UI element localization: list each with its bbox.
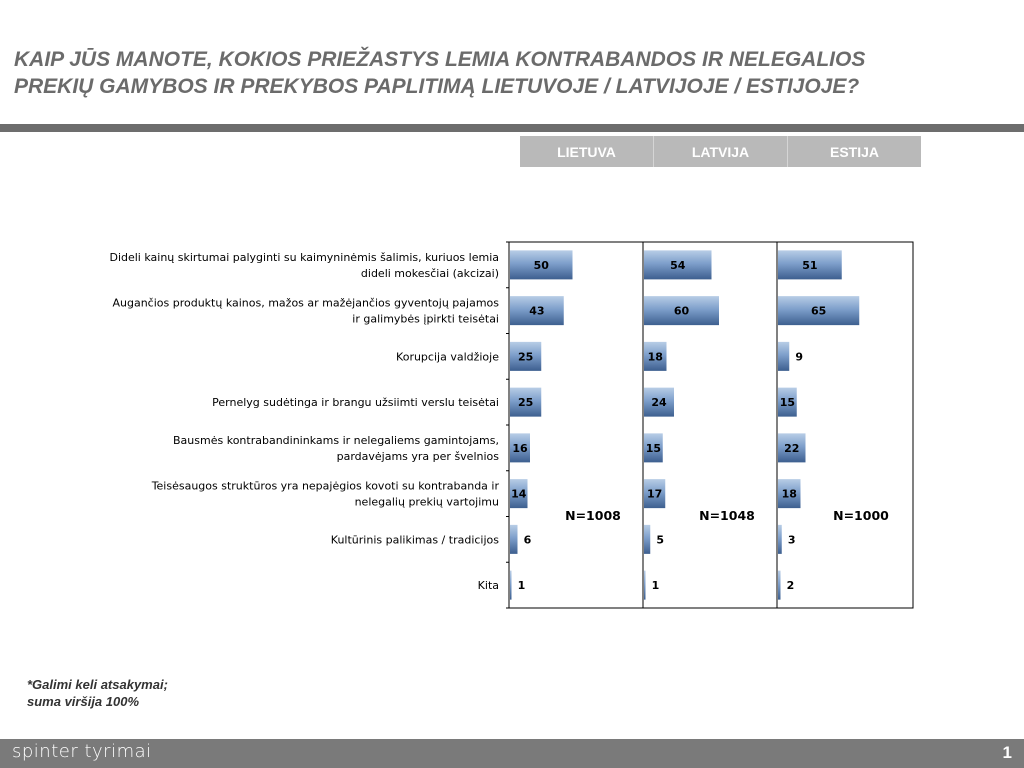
category-label: Dideli kainų skirtumai palyginti su kaimyninėmis šalimis, kuriuos lemia dideli mokesčiai (akcizai) [109, 250, 499, 280]
bar [778, 525, 782, 554]
footnote-line-2: suma viršija 100% [27, 694, 140, 709]
category-label: Bausmės kontrabandininkams ir nelegaliems gamintojams, pardavėjams yra per švelnios [173, 433, 499, 463]
category-label: Teisėsaugos struktūros yra nepajėgios kovoti su kontrabanda ir nelegalių prekių vartojimu [151, 479, 499, 509]
value-label: 50 [533, 258, 549, 272]
value-label: 24 [651, 396, 667, 410]
value-label: 54 [670, 258, 686, 272]
category-label: Kultūrinis palikimas / tradicijos [330, 533, 499, 547]
value-label: 1 [651, 579, 660, 593]
value-label: 3 [787, 533, 796, 547]
bar [778, 571, 781, 600]
value-label: 16 [512, 441, 528, 455]
footnote [27, 676, 168, 710]
page-number: 1 [1002, 743, 1012, 762]
category-label: Korupcija valdžioje [396, 350, 499, 364]
value-label: 60 [673, 304, 690, 318]
value-label: 65 [810, 304, 827, 318]
title-line-2: PREKIŲ GAMYBOS IR PREKYBOS PAPLITIMĄ LIETUVOJE / LATVIJOJE / ESTIJOJE? [14, 75, 860, 98]
value-label: 15 [645, 441, 662, 455]
value-label: 5 [656, 533, 665, 547]
value-label: 18 [647, 350, 663, 364]
brand-logo: spinter tyrimai [12, 741, 152, 762]
value-label: 17 [646, 487, 663, 501]
value-label: 9 [795, 350, 804, 364]
value-label: 25 [517, 396, 534, 410]
sample-size-label: N=1008 [565, 508, 621, 523]
value-label: 2 [786, 579, 795, 593]
value-label: 51 [802, 258, 818, 272]
title-line-1: KAIP JŪS MANOTE, KOKIOS PRIEŽASTYS LEMIA KONTRABANDOS IR NELEGALIOS [14, 48, 866, 71]
sample-size-label: N=1000 [833, 508, 889, 523]
value-label: 1 [517, 579, 526, 593]
footer-bar [0, 739, 1024, 768]
value-label: 25 [517, 350, 534, 364]
bar [778, 342, 789, 371]
country-header-lietuva: LIETUVA [520, 136, 654, 167]
category-label: Kita [477, 579, 499, 593]
bar [644, 571, 646, 600]
value-label: 14 [511, 487, 527, 501]
value-label: 43 [529, 304, 545, 318]
value-label: 22 [784, 441, 800, 455]
bar [510, 525, 518, 554]
value-label: 6 [523, 533, 532, 547]
bar [510, 571, 512, 600]
sample-size-label: N=1048 [699, 508, 755, 523]
country-header-estija: ESTIJA [788, 136, 921, 167]
category-label: Pernelyg sudėtinga ir brangu užsiimti verslu teisėtai [212, 396, 499, 410]
value-label: 18 [781, 487, 797, 501]
bar [644, 525, 650, 554]
country-header-latvija: LATVIJA [654, 136, 788, 167]
value-label: 15 [779, 396, 796, 410]
footnote-line-1: *Galimi keli atsakymai; [27, 677, 168, 692]
category-label: Augančios produktų kainos, mažos ar mažėjančios gyventojų pajamos ir galimybės įpirkti teisėtai [112, 296, 499, 326]
